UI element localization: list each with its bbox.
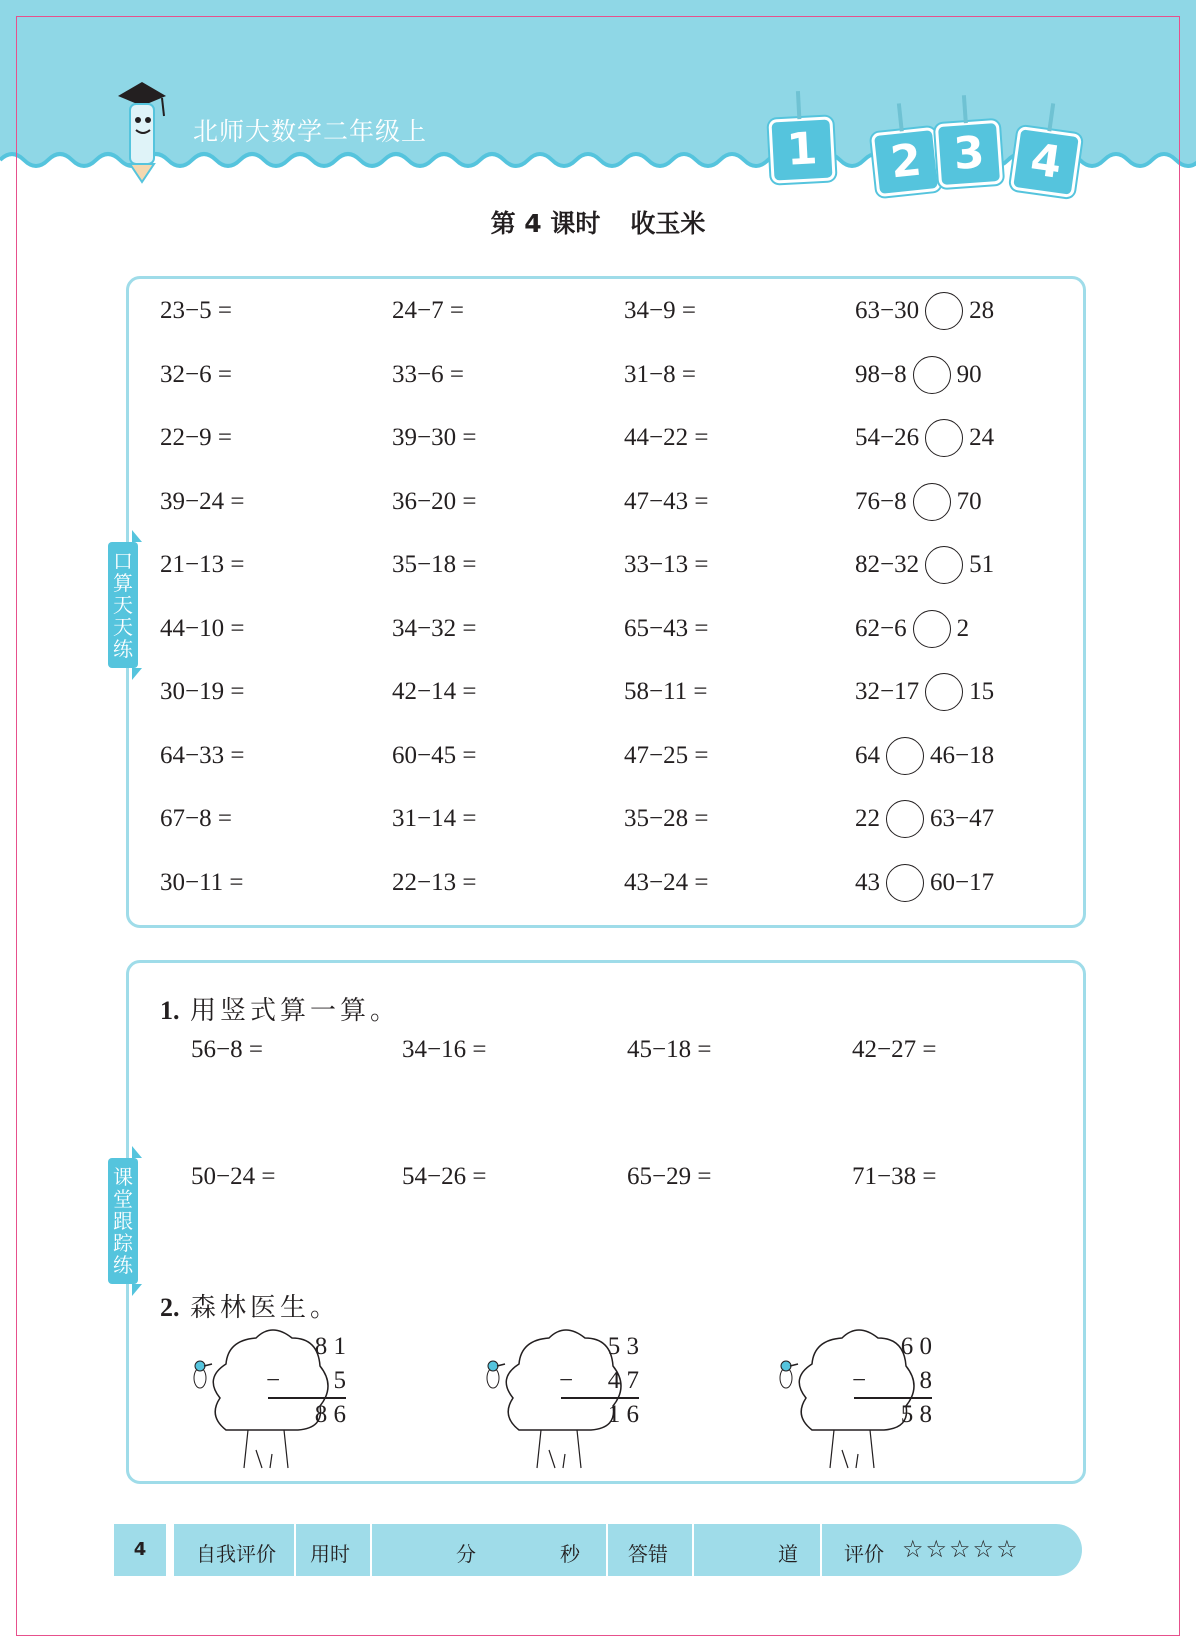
- count-unit-label: 道: [778, 1542, 798, 1566]
- drill-item: 39−24 =: [160, 488, 245, 515]
- drill-item: 47−25 =: [624, 742, 709, 769]
- compare-right: 51: [969, 551, 995, 578]
- wrong-answers-label: 答错: [628, 1542, 668, 1566]
- drill-item: 39−30 =: [392, 424, 477, 451]
- vertical-calc: [266, 1330, 346, 1432]
- compare-left: 76−8: [855, 488, 907, 515]
- compare-item: [855, 419, 994, 457]
- oral-practice-tab: 口算天天练: [108, 542, 138, 668]
- drill-item: 47−43 =: [624, 488, 709, 515]
- difference: 5 8: [900, 1401, 932, 1428]
- compare-circle[interactable]: [925, 673, 963, 711]
- compare-left: 32−17: [855, 678, 920, 705]
- divider: [370, 1524, 372, 1576]
- compare-left: 54−26: [855, 424, 920, 451]
- vertical-calc-expr: 71−38 =: [852, 1163, 937, 1190]
- vertical-calc-expr: 34−16 =: [402, 1036, 487, 1063]
- minutes-label: 分: [456, 1542, 476, 1566]
- compare-item: [855, 483, 982, 521]
- minuend: 5 3: [607, 1333, 639, 1360]
- vertical-calc-expr: 50−24 =: [191, 1163, 276, 1190]
- compare-left: 22: [855, 805, 880, 832]
- drill-item: 23−5 =: [160, 297, 232, 324]
- drill-item: 22−13 =: [392, 869, 477, 896]
- subtrahend-row: [266, 1364, 346, 1398]
- drill-item: 32−6 =: [160, 361, 232, 388]
- compare-circle[interactable]: [886, 864, 924, 902]
- calc-line: [561, 1397, 639, 1399]
- compare-circle[interactable]: [886, 800, 924, 838]
- subtrahend: 4 7: [607, 1367, 639, 1394]
- drill-item: 34−9 =: [624, 297, 696, 324]
- rating-label: 评价: [844, 1542, 884, 1566]
- drill-item: 34−32 =: [392, 615, 477, 642]
- compare-circle[interactable]: [886, 737, 924, 775]
- calc-line: [854, 1397, 932, 1399]
- drill-item: 33−13 =: [624, 551, 709, 578]
- lesson-title: [0, 204, 1196, 240]
- vertical-calc-expr: 56−8 =: [191, 1036, 263, 1063]
- vertical-calc-expr: 42−27 =: [852, 1036, 937, 1063]
- minuend: 8 1: [314, 1333, 346, 1360]
- vertical-calc-expr: 45−18 =: [627, 1036, 712, 1063]
- compare-circle[interactable]: [925, 546, 963, 584]
- number-tag-4: [1010, 126, 1082, 198]
- page-number: 4: [114, 1524, 166, 1576]
- divider: [820, 1524, 822, 1576]
- subtrahend-row: [559, 1364, 639, 1398]
- compare-item: [855, 546, 994, 584]
- lesson-name: 收玉米: [630, 209, 706, 238]
- compare-right: 2: [956, 615, 970, 642]
- self-eval-label: 自我评价: [196, 1542, 276, 1566]
- drill-item: 58−11 =: [624, 678, 708, 705]
- time-used-label: 用时: [310, 1542, 350, 1566]
- book-title: 北师大数学二年级上: [193, 117, 428, 146]
- question-2-title: [160, 1287, 340, 1324]
- forest-doctor-problem: [186, 1320, 346, 1470]
- drill-item: 35−18 =: [392, 551, 477, 578]
- compare-left: 82−32: [855, 551, 920, 578]
- forest-doctor-problem: [772, 1320, 932, 1470]
- difference: 1 6: [607, 1401, 639, 1428]
- number-tag-label: 2: [888, 134, 924, 189]
- subtrahend-row: [852, 1364, 932, 1398]
- compare-item: [855, 292, 994, 330]
- drill-item: 21−13 =: [160, 551, 245, 578]
- pencil-mascot-icon: [112, 76, 172, 186]
- drill-item: 31−8 =: [624, 361, 696, 388]
- self-evaluation-bar: [174, 1524, 1082, 1576]
- compare-item: [855, 356, 982, 394]
- drill-item: 30−11 =: [160, 869, 244, 896]
- compare-circle[interactable]: [925, 292, 963, 330]
- drill-item: 22−9 =: [160, 424, 232, 451]
- drill-item: 44−22 =: [624, 424, 709, 451]
- question-number: 1.: [160, 996, 180, 1025]
- forest-doctor-problem: [479, 1320, 639, 1470]
- drill-item: 24−7 =: [392, 297, 464, 324]
- lesson-number: 第 4 课时: [490, 209, 601, 238]
- compare-right: 90: [956, 361, 982, 388]
- compare-right: 60−17: [930, 869, 995, 896]
- rating-stars-icon[interactable]: ☆☆☆☆☆: [902, 1535, 1020, 1563]
- minus-sign: −: [852, 1367, 867, 1394]
- compare-item: [855, 800, 994, 838]
- vertical-calc: [852, 1330, 932, 1432]
- number-tag-1: [768, 116, 835, 183]
- compare-left: 43: [855, 869, 880, 896]
- frame-right: [1179, 16, 1180, 1636]
- drill-item: 33−6 =: [392, 361, 464, 388]
- compare-left: 98−8: [855, 361, 907, 388]
- compare-right: 63−47: [930, 805, 995, 832]
- minus-sign: −: [266, 1367, 281, 1394]
- drill-item: 35−28 =: [624, 805, 709, 832]
- question-number: 2.: [160, 1293, 180, 1322]
- drill-item: 65−43 =: [624, 615, 709, 642]
- question-text: 森林医生。: [190, 1293, 341, 1322]
- compare-right: 15: [969, 678, 995, 705]
- question-text: 用竖式算一算。: [190, 996, 401, 1025]
- compare-left: 62−6: [855, 615, 907, 642]
- drill-item: 42−14 =: [392, 678, 477, 705]
- compare-item: [855, 673, 994, 711]
- difference: 8 6: [314, 1401, 346, 1428]
- compare-left: 63−30: [855, 297, 920, 324]
- number-tag-label: 1: [785, 123, 819, 176]
- calc-line: [268, 1397, 346, 1399]
- number-tag-2: [871, 127, 941, 197]
- drill-item: 30−19 =: [160, 678, 245, 705]
- drill-item: 60−45 =: [392, 742, 477, 769]
- divider: [606, 1524, 608, 1576]
- number-tag-3: [935, 120, 1003, 188]
- drill-item: 44−10 =: [160, 615, 245, 642]
- vertical-calc-expr: 65−29 =: [627, 1163, 712, 1190]
- compare-right: 46−18: [930, 742, 995, 769]
- frame-bottom: [16, 1635, 1180, 1636]
- divider: [294, 1524, 296, 1576]
- compare-item: [855, 610, 969, 648]
- minus-sign: −: [559, 1367, 574, 1394]
- drill-item: 43−24 =: [624, 869, 709, 896]
- subtrahend: 8: [919, 1367, 932, 1394]
- seconds-label: 秒: [560, 1542, 580, 1566]
- frame-left: [16, 16, 17, 1636]
- compare-right: 28: [969, 297, 995, 324]
- compare-item: [855, 737, 994, 775]
- drill-item: 36−20 =: [392, 488, 477, 515]
- compare-right: 70: [956, 488, 982, 515]
- divider: [692, 1524, 694, 1576]
- compare-item: [855, 864, 994, 902]
- compare-circle[interactable]: [925, 419, 963, 457]
- question-1-title: [160, 990, 400, 1027]
- drill-item: 64−33 =: [160, 742, 245, 769]
- class-practice-tab: 课堂跟踪练: [108, 1158, 138, 1284]
- number-tag-label: 3: [951, 126, 987, 181]
- compare-right: 24: [969, 424, 995, 451]
- compare-circle[interactable]: [913, 610, 951, 648]
- drill-item: 31−14 =: [392, 805, 477, 832]
- compare-left: 64: [855, 742, 880, 769]
- minuend: 6 0: [900, 1333, 932, 1360]
- number-tag-label: 4: [1027, 134, 1065, 189]
- frame-top: [16, 16, 1180, 17]
- vertical-calc: [559, 1330, 639, 1432]
- compare-circle[interactable]: [913, 483, 951, 521]
- subtrahend: 5: [333, 1367, 346, 1394]
- vertical-calc-expr: 54−26 =: [402, 1163, 487, 1190]
- drill-item: 67−8 =: [160, 805, 232, 832]
- compare-circle[interactable]: [913, 356, 951, 394]
